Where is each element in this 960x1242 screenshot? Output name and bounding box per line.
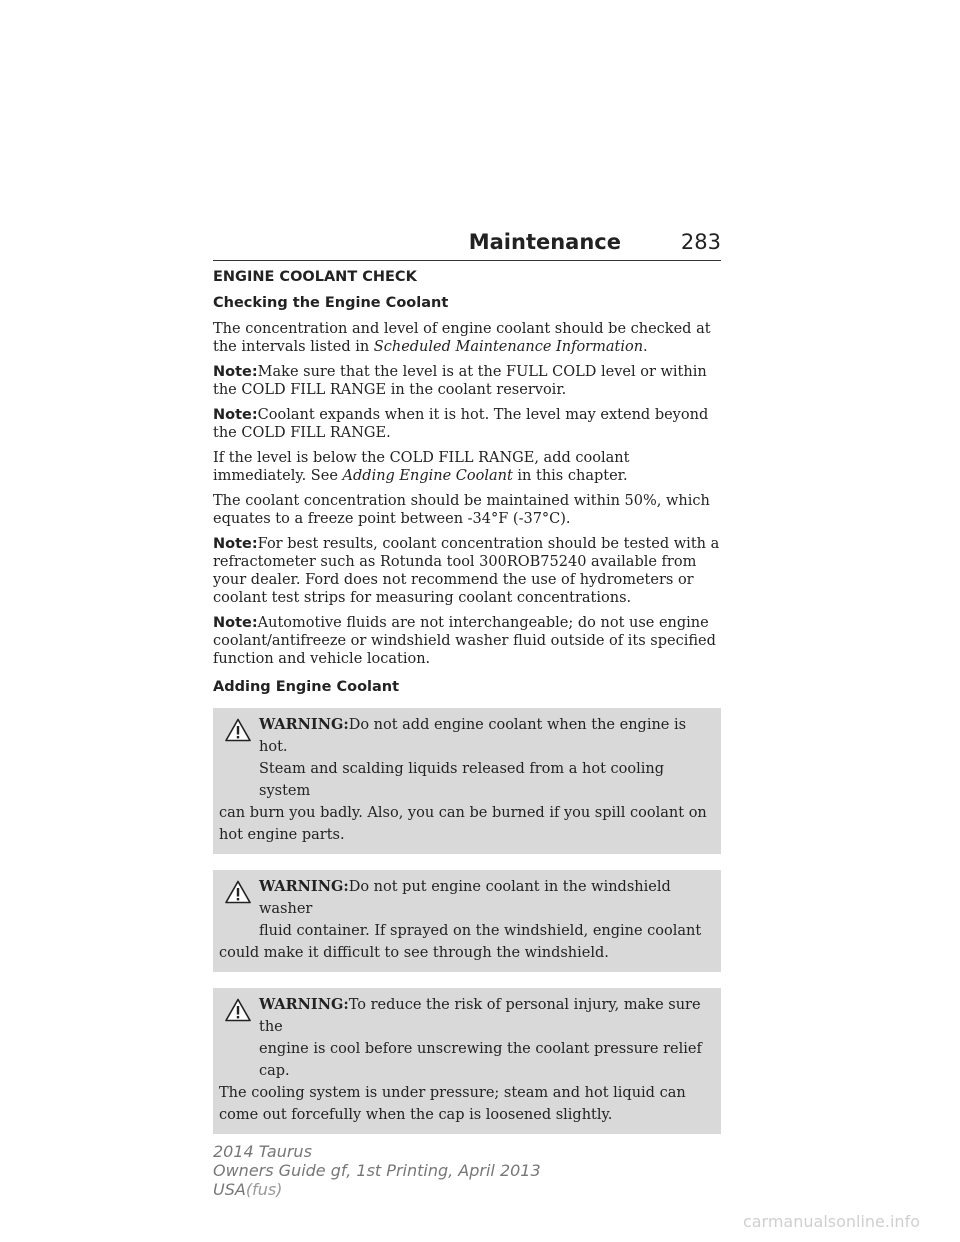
footer-model: 2014 Taurus [213,1142,312,1161]
warning-box-washer-fluid: WARNING:Do not put engine coolant in the windshield washer fluid container. If sprayed on the windshield, engine coolant could make it difficult to see through the windshield. [213,870,721,972]
page-footer [213,1142,541,1199]
section-heading: ENGINE COOLANT CHECK [213,269,417,285]
section-title: Maintenance [468,230,621,254]
paragraph-concentration: The coolant concentration should be maintained within 50%, which equates to a freeze point between -34°F (-37°C). [213,493,710,527]
note-label: Note: [213,615,258,631]
paragraph-below-level: If the level is below the COLD FILL RANGE, add coolant immediately. See Adding Engine Coolant in this chapter. [213,450,630,484]
warning-triangle-icon [225,718,251,742]
note-expands: Note:Coolant expands when it is hot. The level may extend beyond the COLD FILL RANGE. [213,407,709,441]
page-number: 283 [680,230,721,254]
footer-edition: Owners Guide gf, 1st Printing, April 2013 [213,1161,541,1180]
warning-box-hot-engine: WARNING:Do not add engine coolant when the engine is hot. Steam and scalding liquids released from a hot cooling system can burn you badly. Also, you can be burned if you spill coolant on hot engine parts. [213,708,721,854]
note-fluids: Note:Automotive fluids are not interchangeable; do not use engine coolant/antifreeze or windshield washer fluid outside of its specified function and vehicle location. [213,615,716,667]
cross-reference: Adding Engine Coolant [342,468,513,484]
note-label: Note: [213,536,258,552]
subsection-heading-checking: Checking the Engine Coolant [213,295,449,311]
paragraph-intervals: The concentration and level of engine coolant should be checked at the intervals listed in Scheduled Maintenance Information. [213,321,711,355]
warning-triangle-icon [225,998,251,1022]
page-header [213,230,721,261]
warning-label: WARNING: [259,878,349,895]
note-full-cold: Note:Make sure that the level is at the FULL COLD level or within the COLD FILL RANGE in the coolant reservoir. [213,364,707,398]
warning-label: WARNING: [259,716,349,733]
watermark: carmanualsonline.info [742,1212,920,1231]
note-refractometer: Note:For best results, coolant concentration should be tested with a refractometer such as Rotunda tool 300ROB75240 available from your dealer. Ford does not recommend the use of hydrometers or coolant test strips for measuring coolant concentrations. [213,536,720,606]
footer-region: USA(fus) [213,1180,283,1199]
note-label: Note: [213,407,258,423]
subsection-heading-adding: Adding Engine Coolant [213,679,400,695]
cross-reference: Scheduled Maintenance Information [373,339,644,355]
note-label: Note: [213,364,258,380]
page-content [213,268,725,1150]
warning-label: WARNING: [259,996,349,1013]
warning-box-pressure-cap: WARNING:To reduce the risk of personal injury, make sure the engine is cool before unscrewing the coolant pressure relief cap. The cooling system is under pressure; steam and hot liquid can come out forcefully when the cap is loosened slightly. [213,988,721,1134]
warning-triangle-icon [225,880,251,904]
